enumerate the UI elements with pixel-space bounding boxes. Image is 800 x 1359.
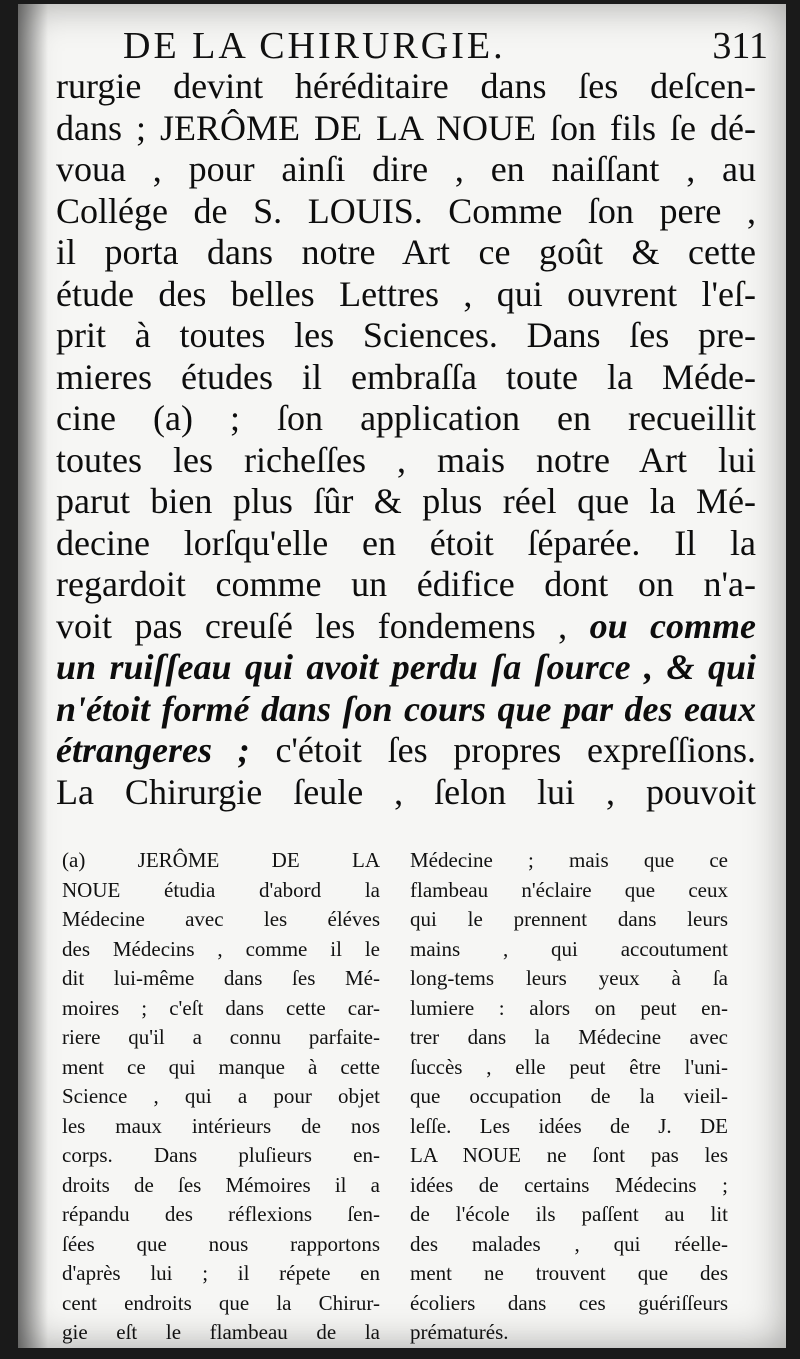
text-line-roman: c'étoit ſes propres expreſſions. [275,730,757,770]
footnote-line: ment ne trouvent que des [410,1261,728,1285]
text-line [56,606,756,648]
footnote-line: répandu des réflexions ſen- [62,1202,380,1226]
text-line: decine lorſqu'elle en étoit ſéparée. Il la [56,522,756,563]
footnote-line: lumiere : alors on peut en- [410,995,728,1020]
footnote-line: ment ce qui manque à cette [62,1054,380,1079]
text-line: voua , pour ainſi dire , en naiſſant , au [56,149,756,189]
footnote-line: dit lui-même dans ſes Mé- [62,966,380,990]
text-line: toutes les richeſſes , mais notre Art lui [56,439,756,480]
footnote-line: ſées que nous rapportons [62,1231,380,1256]
gutter-shadow [18,4,48,1348]
footnote-line: d'après lui ; il répete en [62,1261,380,1285]
footnote-line: mains , qui accoutument [410,936,728,961]
running-title: DE LA CHIRURGIE. [123,25,506,67]
footnote-line: idées de certains Médecins ; [410,1172,728,1197]
footnote-line: qui le prennent dans leurs [410,907,728,931]
footnote-line: gie eſt le flambeau de la [62,1320,380,1344]
text-line: il porta dans notre Art ce goût & cette [56,232,756,272]
footnote-line: prématurés. [410,1320,509,1344]
footnote-line: les maux intérieurs de nos [62,1113,380,1138]
footnote-line: trer dans la Médecine avec [410,1025,728,1049]
footnote-line: leſſe. Les idées de J. DE [410,1113,728,1138]
footnote-line: écoliers dans ces guériſſeurs [410,1290,728,1315]
footnote-line: Science , qui a pour objet [62,1084,380,1108]
text-line: mieres études il embraſſa toute la Méde- [56,356,756,397]
footnote-right-column [410,846,728,1348]
footnote-line: Médecine ; mais que ce [410,848,728,872]
text-line: parut bien plus ſûr & plus réel que la Mé- [56,481,756,521]
footnote-line: moires ; c'eſt dans cette car- [62,995,380,1020]
text-line-roman: voit pas creuſé les fondemens , [56,605,568,646]
footnote-block [62,846,752,1344]
text-line: Collége de S. LOUIS. Comme ſon pere , [56,190,756,231]
text-line [56,730,756,772]
footnote-line: long-tems leurs yeux à ſa [410,966,728,990]
footnote-line: flambeau n'éclaire que ceux [410,877,728,902]
text-line: regardoit comme un édifice dont on n'a- [56,564,756,604]
text-line-italic: n'étoit formé dans ſon cours que par des eaux [56,688,756,729]
footnote-line: cent endroits que la Chirur- [62,1290,380,1315]
footnote-line: des malades , qui réelle- [410,1231,728,1256]
text-line-italic: étrangeres ; [56,730,250,770]
footnote-line: (a) JERÔME DE LA [62,848,380,872]
text-line-italic: ou comme [589,605,756,646]
text-line: rurgie devint héréditaire dans ſes deſcen- [56,66,756,106]
text-line: cine (a) ; ſon application en recueillit [56,398,756,438]
text-line: dans ; JERÔME DE LA NOUE ſon fils ſe dé- [56,107,756,148]
footnote-line: corps. Dans pluſieurs en- [62,1143,380,1167]
footnote-line: droits de ſes Mémoires il a [62,1172,380,1197]
footnote-line: Médecine avec les éléves [62,907,380,931]
footnote-line: ſuccès , elle peut être l'uni- [410,1054,728,1079]
footnote-line: riere qu'il a connu parfaite- [62,1025,380,1049]
main-text [56,66,756,813]
footnote-line: LA NOUE ne ſont pas les [410,1143,728,1167]
footnote-line: NOUE étudia d'abord la [62,877,380,902]
text-line: étude des belles Lettres , qui ouvrent l'eſ- [56,273,756,314]
book-page [18,4,786,1348]
text-line-italic: un ruiſſeau qui avoit perdu ſa ſource , & qui [56,647,756,687]
footnote-line: des Médecins , comme il le [62,936,380,961]
text-line: prit à toutes les Sciences. Dans ſes pre- [56,315,756,355]
footnote-left-column [62,846,380,1348]
footnote-line: de l'école ils paſſent au lit [410,1202,728,1226]
page-number: 311 [712,25,768,67]
text-line: La Chirurgie ſeule , ſelon lui , pouvoit [56,771,756,812]
footnote-line: que occupation de la vieil- [410,1084,728,1108]
